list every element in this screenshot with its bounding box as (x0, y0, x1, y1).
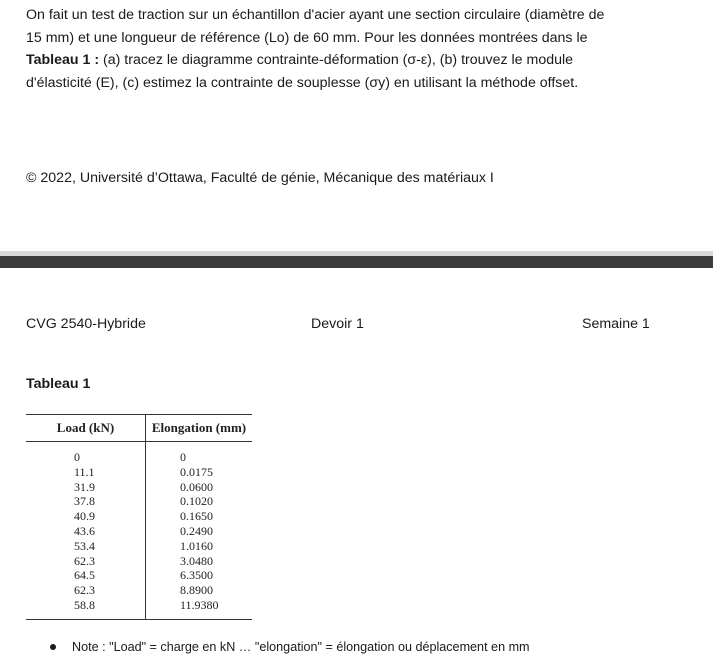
elongation-value: 0.1020 (180, 494, 213, 509)
page-header (0, 316, 713, 336)
problem-line-3: (a) tracez le diagramme contrainte-déformation (σ-ε), (b) trouvez le module (99, 52, 574, 68)
load-value: 62.3 (74, 553, 95, 568)
load-value: 43.6 (74, 523, 95, 538)
load-value: 40.9 (74, 509, 95, 524)
load-value: 11.1 (74, 464, 95, 479)
load-value: 58.8 (74, 597, 95, 612)
load-value: 37.8 (74, 494, 95, 509)
elongation-value: 0.0600 (180, 479, 213, 494)
elongation-values (146, 442, 252, 619)
problem-table-reference: Tableau 1 : (26, 52, 100, 68)
load-value: 31.9 (74, 479, 95, 494)
load-value: 62.3 (74, 583, 95, 598)
problem-line-1: On fait un test de traction sur un échantillon d'acier ayant une section circulaire (diamètre de (26, 7, 605, 23)
table-body-row (26, 442, 252, 620)
table-caption: Tableau 1 (26, 376, 91, 392)
problem-statement (26, 4, 666, 94)
elongation-value: 1.0160 (180, 538, 213, 553)
column-header-elongation: Elongation (mm) (146, 415, 253, 442)
elongation-value: 0.2490 (180, 523, 213, 538)
elongation-value: 8.8900 (180, 583, 213, 598)
elongation-value: 0.0175 (180, 464, 213, 479)
table-header-row (26, 415, 252, 442)
note-item (50, 638, 530, 656)
problem-line-4: d'élasticité (E), (c) estimez la contrainte de souplesse (σy) en utilisant la méthode offset. (26, 74, 579, 91)
course-code: CVG 2540-Hybride (26, 316, 146, 332)
elongation-value: 6.3500 (180, 568, 213, 583)
week-label: Semaine 1 (582, 316, 650, 332)
problem-line-2: 15 mm) et une longueur de référence (Lo) de 60 mm. Pour les données montrées dans le (26, 29, 588, 46)
elongation-value: 3.0480 (180, 553, 213, 568)
elongation-value: 11.9380 (180, 597, 219, 612)
assignment-title: Devoir 1 (311, 316, 364, 332)
note-text: Note : "Load" = charge en kN … "elongation" = élongation ou déplacement en mm (72, 640, 530, 654)
bullet-icon (50, 644, 56, 650)
load-column (26, 442, 146, 620)
elongation-column (146, 442, 253, 620)
load-values (26, 442, 145, 619)
elongation-value: 0.1650 (180, 509, 213, 524)
load-value: 0 (74, 450, 80, 464)
column-header-load: Load (kN) (26, 415, 146, 442)
load-value: 53.4 (74, 538, 95, 553)
elongation-value: 0 (180, 450, 186, 464)
page-break (0, 256, 713, 268)
copyright-notice: © 2022, Université d’Ottawa, Faculté de génie, Mécanique des matériaux I (26, 170, 494, 186)
data-table (26, 414, 252, 620)
load-value: 64.5 (74, 568, 95, 583)
